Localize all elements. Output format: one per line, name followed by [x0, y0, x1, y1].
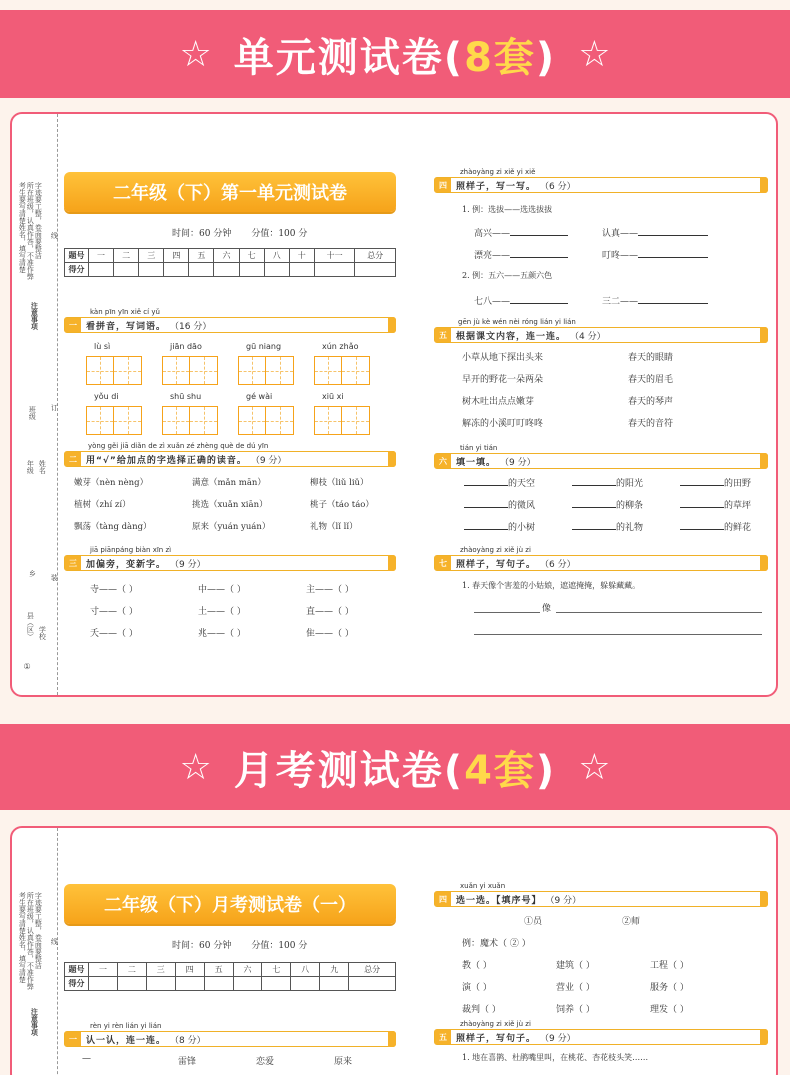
score-cell	[117, 977, 146, 991]
score-header-cell: 四	[175, 963, 204, 977]
county-label: 县（区）	[26, 612, 35, 640]
reading-choice: 柳枝（liǔ liǔ）	[310, 478, 369, 488]
unit-test-banner	[0, 10, 790, 98]
option-text: ①员	[524, 917, 543, 927]
tianzi-grid	[238, 356, 294, 385]
fill-item: 高兴——	[474, 226, 568, 239]
grid-cell	[342, 357, 369, 384]
score-cell: 得分	[65, 263, 89, 277]
score-cell	[355, 263, 396, 277]
banner-title: 月考测试卷(4套)	[233, 747, 557, 794]
grid-cell	[87, 357, 114, 384]
reading-choice: 飘荡（tàng dàng）	[74, 522, 152, 532]
fill-item	[572, 520, 643, 533]
score-cell	[289, 263, 314, 277]
class-label: 班级	[28, 406, 37, 420]
fill-item: 认真——	[602, 226, 708, 239]
score-header-cell: 三	[146, 963, 175, 977]
section-pinyin: kàn pīn yīn xiě cí yǔ	[90, 308, 160, 316]
radical-item: 兆——（ ）	[198, 629, 246, 639]
time-info: 时间：60 分钟 分值：100 分	[172, 941, 308, 951]
fill-word: 的草坪	[724, 501, 752, 511]
example-text: 2. 例：五六——五颜六色	[462, 271, 553, 280]
fill-word: 的田野	[724, 479, 752, 489]
tianzi-grid	[162, 356, 218, 385]
sentence-word: 像	[542, 604, 552, 614]
match-word: —	[82, 1054, 91, 1064]
score-cell	[264, 263, 289, 277]
test-title: 二年级（下）月考测试卷（一）	[64, 884, 396, 924]
fill-item	[464, 476, 535, 489]
grade-label: 年级	[26, 460, 35, 474]
score-header-cell: 四	[164, 249, 189, 263]
answer-line	[474, 612, 540, 613]
score-header-cell: 二	[114, 249, 139, 263]
reading-choice: 桃子（táo táo）	[310, 500, 374, 510]
fill-word: 的天空	[508, 479, 536, 489]
match-word: 雷锋	[178, 1057, 197, 1067]
radical-item: 主——（ ）	[306, 585, 354, 595]
notice-text: 考生要写清楚姓名，填写清楚	[18, 182, 27, 273]
match-right: 春天的音符	[628, 419, 674, 429]
fill-item	[464, 520, 535, 533]
answer-blank	[572, 529, 616, 530]
section-header: 五 根据课文内容，连一连。 （4 分）	[434, 327, 768, 343]
grid-cell	[114, 357, 141, 384]
fill-item	[680, 520, 751, 533]
star-icon: ☆	[179, 33, 212, 75]
match-right: 春天的琴声	[628, 397, 674, 407]
fill-item	[680, 476, 751, 489]
section-pinyin: zhàoyàng zi xiě jù zi	[460, 1020, 531, 1028]
score-header-cell: 总分	[349, 963, 396, 977]
tianzi-grid	[238, 406, 294, 435]
section-pinyin: zhàoyàng zi xiě yi xiě	[460, 168, 536, 176]
radical-item: 寸——（ ）	[90, 607, 138, 617]
section-pinyin: gēn jù kè wén nèi róng lián yi lián	[458, 318, 576, 326]
notice-text: 所在班级，认真作答，不准作弊	[26, 892, 35, 990]
answer-blank	[572, 507, 616, 508]
section-pinyin: rèn yi rèn lián yi lián	[90, 1022, 162, 1030]
choice-item: 饲养（ ）	[556, 1005, 595, 1015]
banner-title: 单元测试卷(8套)	[233, 34, 557, 81]
star-icon: ☆	[179, 746, 212, 788]
tianzi-grid	[86, 406, 142, 435]
cut-line-label: 线	[50, 232, 59, 239]
sentence-text: 1. 地在喜鹊、杜鹃嘴里叫，在桃花、杏花枝头笑……	[462, 1053, 649, 1062]
grid-cell	[87, 407, 114, 434]
fill-word: 的礼物	[616, 523, 644, 533]
score-header-cell: 五	[204, 963, 233, 977]
score-header-cell: 八	[264, 249, 289, 263]
radical-item: 夭——（ ）	[90, 629, 138, 639]
pinyin-label: jiān dāo	[170, 342, 202, 351]
score-cell	[314, 263, 355, 277]
fill-item	[572, 498, 643, 511]
score-header-cell: 十	[289, 249, 314, 263]
reading-choice: 原来（yuán yuán）	[192, 522, 271, 532]
score-header-cell: 九	[320, 963, 349, 977]
section-pinyin: jiā piānpáng biàn xīn zì	[90, 546, 172, 554]
binding-margin	[12, 828, 58, 1075]
answer-blank	[572, 485, 616, 486]
sentence-text: 1. 春天像个害羞的小姑娘，遮遮掩掩，躲躲藏藏。	[462, 581, 641, 590]
fill-item: 漂亮——	[474, 248, 568, 261]
score-cell	[164, 263, 189, 277]
match-left: 树木吐出点点嫩芽	[462, 397, 535, 407]
score-cell	[239, 263, 264, 277]
grid-cell	[266, 407, 293, 434]
score-cell	[262, 977, 291, 991]
pinyin-label: lù sì	[94, 342, 111, 351]
fill-word: 的鲜花	[724, 523, 752, 533]
match-left: 小草从地下探出头来	[462, 353, 544, 363]
notice-title: 注意事项	[30, 302, 40, 330]
score-header-cell: 七	[262, 963, 291, 977]
grid-cell	[342, 407, 369, 434]
notice-title: 注意事项	[30, 1008, 40, 1036]
match-word: 原来	[334, 1057, 353, 1067]
radical-item: 中——（ ）	[198, 585, 246, 595]
answer-blank	[464, 507, 508, 508]
section-pinyin: zhàoyàng zi xiě jù zi	[460, 546, 531, 554]
match-left: 早开的野花一朵两朵	[462, 375, 544, 385]
radical-item: 隹——（ ）	[306, 629, 354, 639]
score-header-cell: 题号	[65, 249, 89, 263]
score-cell	[214, 263, 239, 277]
tianzi-grid	[86, 356, 142, 385]
match-word: 恋爱	[256, 1057, 275, 1067]
score-cell	[233, 977, 262, 991]
score-cell	[291, 977, 320, 991]
score-cell: 得分	[65, 977, 89, 991]
section-header: 四 照样子，写一写。 （6 分）	[434, 177, 768, 193]
score-cell	[320, 977, 349, 991]
score-table	[64, 962, 396, 991]
answer-blank	[680, 507, 724, 508]
section-header: 七 照样子，写句子。 （6 分）	[434, 555, 768, 571]
match-left: 解冻的小溪叮叮咚咚	[462, 419, 544, 429]
score-header-cell: 三	[139, 249, 164, 263]
notice-text: 所在班级，认真作答，不准作弊	[26, 182, 35, 280]
choice-item: 演（ ）	[462, 983, 492, 993]
grid-cell	[315, 407, 342, 434]
score-header-cell: 题号	[65, 963, 89, 977]
pinyin-label: gū niang	[246, 342, 282, 351]
choice-item: 理发（ ）	[650, 1005, 689, 1015]
answer-line	[474, 634, 762, 635]
score-header-cell: 七	[239, 249, 264, 263]
match-right: 春天的眼睛	[628, 353, 674, 363]
radical-item: 土——（ ）	[198, 607, 246, 617]
score-table	[64, 248, 396, 277]
cut-line-label: 装	[50, 574, 59, 581]
reading-choice: 挑选（xuǎn xiān）	[192, 500, 268, 510]
score-header-cell: 五	[189, 249, 214, 263]
score-header-cell: 一	[89, 249, 114, 263]
section-header: 三 加偏旁，变新字。 （9 分）	[64, 555, 396, 571]
section-header: 一 看拼音，写词语。 （16 分）	[64, 317, 396, 333]
section-header: 一 认一认，连一连。 （8 分）	[64, 1031, 396, 1047]
binding-margin	[12, 114, 58, 695]
score-cell	[89, 977, 118, 991]
tianzi-grid	[162, 406, 218, 435]
radical-item: 寺——（ ）	[90, 585, 138, 595]
section-pinyin: yòng gěi jiā diǎn de zì xuǎn zé zhèng què de dú yīn	[88, 442, 269, 450]
score-cell	[204, 977, 233, 991]
township-label: 乡	[28, 570, 37, 577]
fill-item: 三二——	[602, 294, 708, 307]
choice-item: 营业（ ）	[556, 983, 595, 993]
section-header: 五 照样子，写句子。 （9 分）	[434, 1029, 768, 1045]
page-number: ①	[22, 662, 32, 671]
score-cell	[139, 263, 164, 277]
example-text: 1. 例：选拔——选选拔拔	[462, 205, 553, 214]
radical-item: 直——（ ）	[306, 607, 354, 617]
score-header-cell: 总分	[355, 249, 396, 263]
score-header-cell: 十一	[314, 249, 355, 263]
grid-cell	[315, 357, 342, 384]
fill-item	[572, 476, 643, 489]
reading-choice: 植树（zhí zí）	[74, 500, 131, 510]
score-cell	[349, 977, 396, 991]
section-header: 二 用“√”给加点的字选择正确的读音。 （9 分）	[64, 451, 396, 467]
pinyin-label: gé wài	[246, 392, 273, 401]
answer-line	[556, 612, 762, 613]
reading-choice: 嫩芽（nèn nèng）	[74, 478, 149, 488]
score-cell	[146, 977, 175, 991]
grid-cell	[114, 407, 141, 434]
test-title: 二年级（下）第一单元测试卷	[64, 172, 396, 212]
score-header-cell: 八	[291, 963, 320, 977]
answer-blank	[680, 485, 724, 486]
tianzi-grid	[314, 406, 370, 435]
reading-choice: 满意（mǎn mān）	[192, 478, 266, 488]
score-cell	[175, 977, 204, 991]
score-header-cell: 一	[89, 963, 118, 977]
fill-item: 七八——	[474, 294, 568, 307]
score-cell	[189, 263, 214, 277]
grid-cell	[239, 357, 266, 384]
star-icon: ☆	[578, 746, 611, 788]
grid-cell	[190, 357, 217, 384]
section-pinyin: xuǎn yi xuǎn	[460, 882, 506, 890]
score-cell	[114, 263, 139, 277]
grid-cell	[190, 407, 217, 434]
section-header: 四 选一选。【填序号】 （9 分）	[434, 891, 768, 907]
monthly-test-banner	[0, 724, 790, 810]
grid-cell	[163, 407, 190, 434]
score-cell	[89, 263, 114, 277]
match-right: 春天的眉毛	[628, 375, 674, 385]
pinyin-label: yǒu di	[94, 392, 119, 401]
star-icon: ☆	[578, 33, 611, 75]
fill-item	[464, 498, 535, 511]
option-text: ②师	[622, 917, 641, 927]
fill-word: 的柳条	[616, 501, 644, 511]
unit-test-sheet	[10, 112, 778, 697]
choice-item: 工程（ ）	[650, 961, 689, 971]
grid-cell	[163, 357, 190, 384]
grid-cell	[239, 407, 266, 434]
notice-text: 考生要写清楚姓名，填写清楚	[18, 892, 27, 983]
notice-text: 字迹要工整，卷面要整洁	[34, 892, 43, 969]
score-header-cell: 六	[233, 963, 262, 977]
score-header-cell: 六	[214, 249, 239, 263]
grid-cell	[266, 357, 293, 384]
fill-word: 的微风	[508, 501, 536, 511]
name-label: 姓名	[38, 460, 47, 474]
cut-line-label: 线	[50, 938, 59, 945]
answer-blank	[464, 529, 508, 530]
example-text: 例：魔术（ ② ）	[462, 939, 531, 949]
answer-blank	[680, 529, 724, 530]
tianzi-grid	[314, 356, 370, 385]
fill-item: 叮咚——	[602, 248, 708, 261]
pinyin-label: xún zhǎo	[322, 342, 359, 351]
choice-item: 服务（ ）	[650, 983, 689, 993]
choice-item: 教（ ）	[462, 961, 492, 971]
choice-item: 裁判（ ）	[462, 1005, 501, 1015]
section-pinyin: tián yi tián	[460, 444, 498, 452]
fill-word: 的阳光	[616, 479, 644, 489]
pinyin-label: shū shu	[170, 392, 202, 401]
answer-blank	[464, 485, 508, 486]
pinyin-label: xiū xi	[322, 392, 344, 401]
notice-text: 字迹要工整，卷面要整洁	[34, 182, 43, 259]
reading-choice: 礼物（lǐ lǐ）	[310, 522, 358, 532]
cut-line-label: 订	[50, 404, 59, 411]
time-info: 时间：60 分钟 分值：100 分	[172, 229, 308, 239]
score-header-cell: 二	[117, 963, 146, 977]
monthly-test-sheet	[10, 826, 778, 1075]
fill-word: 的小树	[508, 523, 536, 533]
school-label: 学校	[38, 626, 47, 640]
section-header: 六 填一填。 （9 分）	[434, 453, 768, 469]
choice-item: 建筑（ ）	[556, 961, 595, 971]
fill-item	[680, 498, 751, 511]
